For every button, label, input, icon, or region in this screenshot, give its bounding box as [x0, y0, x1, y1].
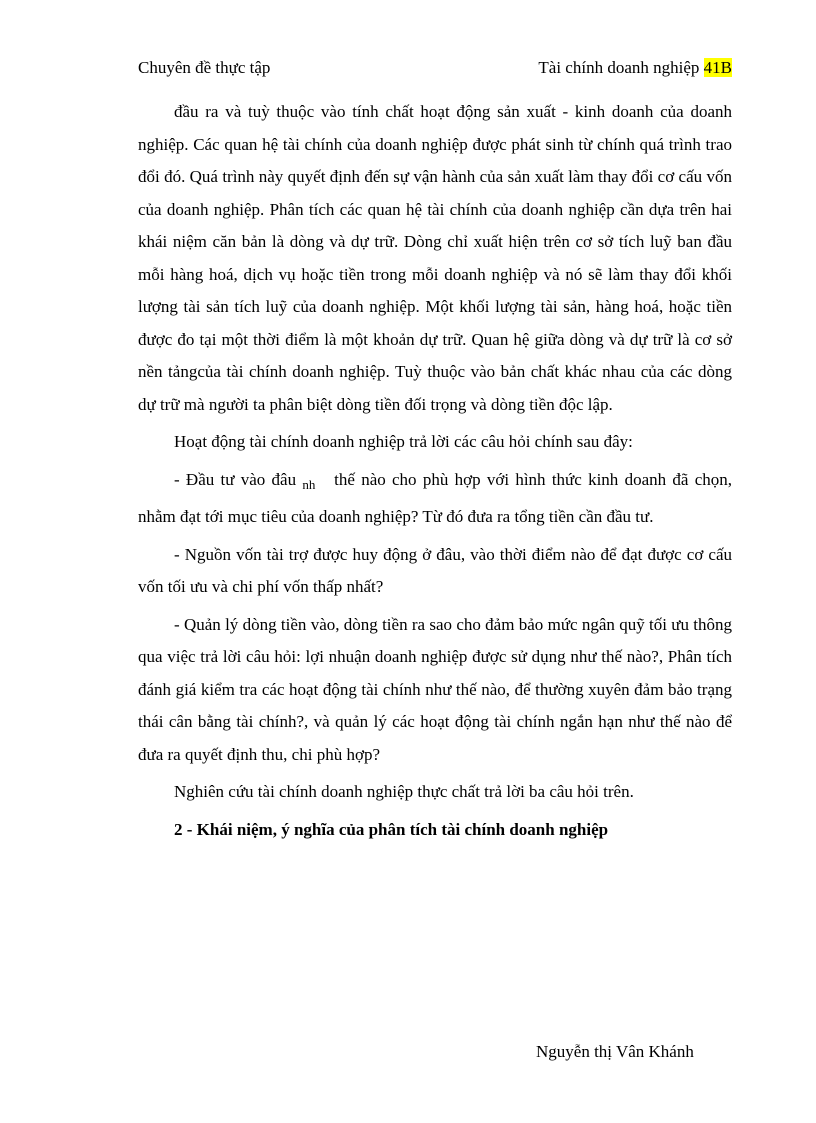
header-class-highlight: 41B — [703, 58, 732, 77]
paragraph-question-funding: - Nguồn vốn tài trợ được huy động ở đâu, vào thời điểm nào để đạt được cơ cấu vốn tối ưu và chi phí vốn thấp nhất? — [138, 544, 732, 596]
question-investment-fragment: nh — [302, 476, 316, 492]
section-heading-number: 2 - — [174, 819, 197, 839]
section-heading — [138, 814, 732, 847]
document-body — [138, 96, 737, 846]
paragraph-question-investment — [138, 464, 737, 534]
question-investment-start: - Đầu tư vào đâu — [174, 469, 303, 489]
paragraph-questions-intro: Hoạt động tài chính doanh nghiệp trả lời các câu hỏi chính sau đây: — [174, 432, 633, 451]
paragraph-research-summary: Nghiên cứu tài chính doanh nghiệp thực chất trả lời ba câu hỏi trên. — [174, 782, 634, 801]
paragraph-question-cashflow: - Quản lý dòng tiền vào, dòng tiền ra sao cho đảm bảo mức ngân quỹ tối ưu thông qua việc trả lời câu hỏi: lợi nhuận doanh nghiệp được sử dụng như thế nào?, Phân tích đánh giá kiểm tra các hoạt động tài chính như thế nào, để thường xuyên đảm bảo trạng thái cân bằng tài chính?, và quản lý các hoạt động tài chính ngắn hạn như thế nào để đưa ra quyết định thu, chi phù hợp? — [138, 614, 732, 764]
section-heading-title: Khái niệm, ý nghĩa của phân tích tài chính doanh nghiệp — [196, 819, 609, 839]
header-left-text: Chuyên đề thực tập — [138, 58, 271, 77]
page-footer-author: Nguyễn thị Vân Khánh — [536, 1042, 694, 1061]
paragraph-financial-relations: đầu ra và tuỳ thuộc vào tính chất hoạt động sản xuất - kinh doanh của doanh nghiệp. Các quan hệ tài chính của doanh nghiệp được phát sinh từ chính quá trình trao đổi đó. Quá trình này quyết định đến sự vận hành của sản xuất làm thay đổi cơ cấu vốn của doanh nghiệp. Phân tích các quan hệ tài chính của doanh nghiệp cần dựa trên hai khái niệm căn bản là dòng và dự trữ. Dòng chỉ xuất hiện trên cơ sở tích luỹ ban đầu mỗi hàng hoá, dịch vụ hoặc tiền trong mỗi doanh nghiệp và nó sẽ làm thay đổi khối lượng tài sản tích luỹ của doanh nghiệp. Một khối lượng tài sản, hàng hoá, hoặc tiền được đo tại một thời điểm là một khoản dự trữ. Quan hệ giữa dòng và dự trữ là cơ sở nền tảngcủa tài chính doanh nghiệp. Tuỳ thuộc vào bản chất khác nhau của các dòng dự trữ mà người ta phân biệt dòng tiền đối trọng và dòng tiền độc lập. — [138, 102, 732, 414]
question-investment-end: thế nào cho phù hợp với hình thức kinh doanh đã chọn, nhằm đạt tới mục tiêu của doanh nghiệp? Từ đó đưa ra tổng tiền cần đầu tư. — [138, 469, 737, 526]
header-right-label: Tài chính doanh nghiệp — [538, 58, 704, 77]
header-right-text — [538, 58, 732, 78]
page-header — [138, 58, 732, 82]
